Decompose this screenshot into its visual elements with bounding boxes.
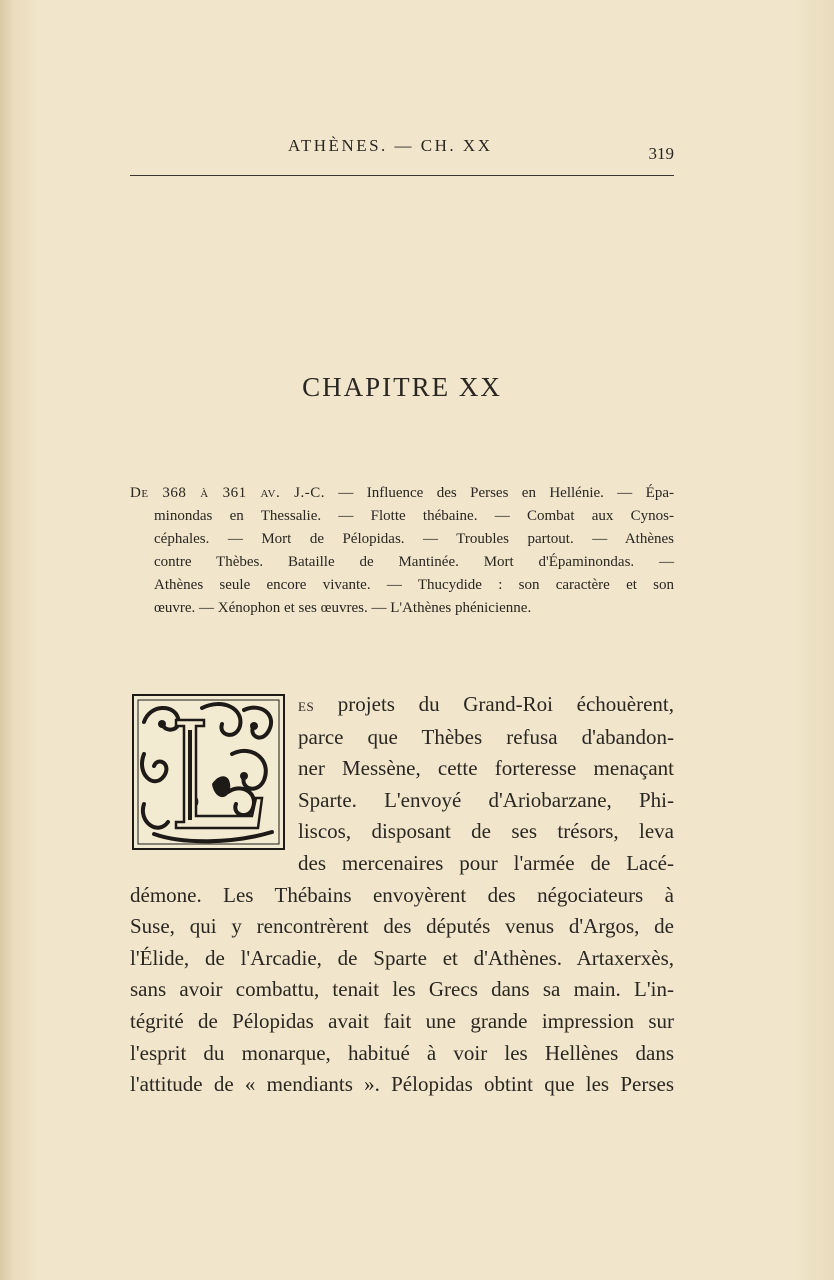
body-line-text: projets du Grand-Roi échouèrent, [314, 692, 674, 716]
header-rule [130, 175, 674, 176]
body-text [130, 689, 674, 1101]
chapter-summary [130, 482, 674, 620]
running-header [130, 132, 674, 172]
summary-line [130, 482, 674, 505]
page-number: 319 [648, 144, 674, 163]
summary-line: minondas en Thessalie. — Flotte thébaine. — Combat aux Cynos- [154, 508, 674, 524]
running-title: ATHÈNES. — CH. XX [288, 136, 493, 155]
summary-line: contre Thèbes. Bataille de Mantinée. Mort d'Épaminondas. — [154, 554, 674, 570]
body-line: l'Élide, de l'Arcadie, de Sparte et d'Athènes. Artaxerxès, [130, 945, 674, 970]
body-line: sans avoir combattu, tenait les Grecs dans sa main. L'in- [130, 977, 674, 1002]
body-line: ner Messène, cette forteresse menaçant [298, 756, 674, 781]
body-line: l'attitude de « mendiants ». Pélopidas obtint que les Perses [130, 1072, 674, 1097]
body-line: parce que Thèbes refusa d'abandon- [298, 724, 674, 749]
body-line: tégrité de Pélopidas avait fait une grande impression sur [130, 1008, 674, 1033]
summary-line: Athènes seule encore vivante. — Thucydide : son caractère et son [154, 577, 674, 593]
body-line: démone. Les Thébains envoyèrent des négociateurs à [130, 882, 674, 907]
summary-date-range: De 368 à 361 av. J.-C. [130, 485, 325, 501]
first-word-rest: es [298, 695, 315, 716]
chapter-title: CHAPITRE XX [302, 372, 502, 402]
summary-line-text: — Influence des Perses en Hellénie. — Épa- [324, 485, 674, 501]
body-line: des mercenaires pour l'armée de Lacé- [298, 850, 674, 875]
body-line: liscos, disposant de ses trésors, leva [298, 819, 674, 844]
body-line: l'esprit du monarque, habitué à voir les Hellènes dans [130, 1040, 674, 1065]
summary-line: céphales. — Mort de Pélopidas. — Troubles partout. — Athènes [154, 531, 674, 547]
body-line: Sparte. L'envoyé d'Ariobarzane, Phi- [298, 787, 674, 812]
body-line [298, 689, 674, 722]
body-line: Suse, qui y rencontrèrent des députés venus d'Argos, de [130, 914, 674, 939]
summary-line: œuvre. — Xénophon et ses œuvres. — L'Athènes phénicienne. [154, 600, 532, 616]
